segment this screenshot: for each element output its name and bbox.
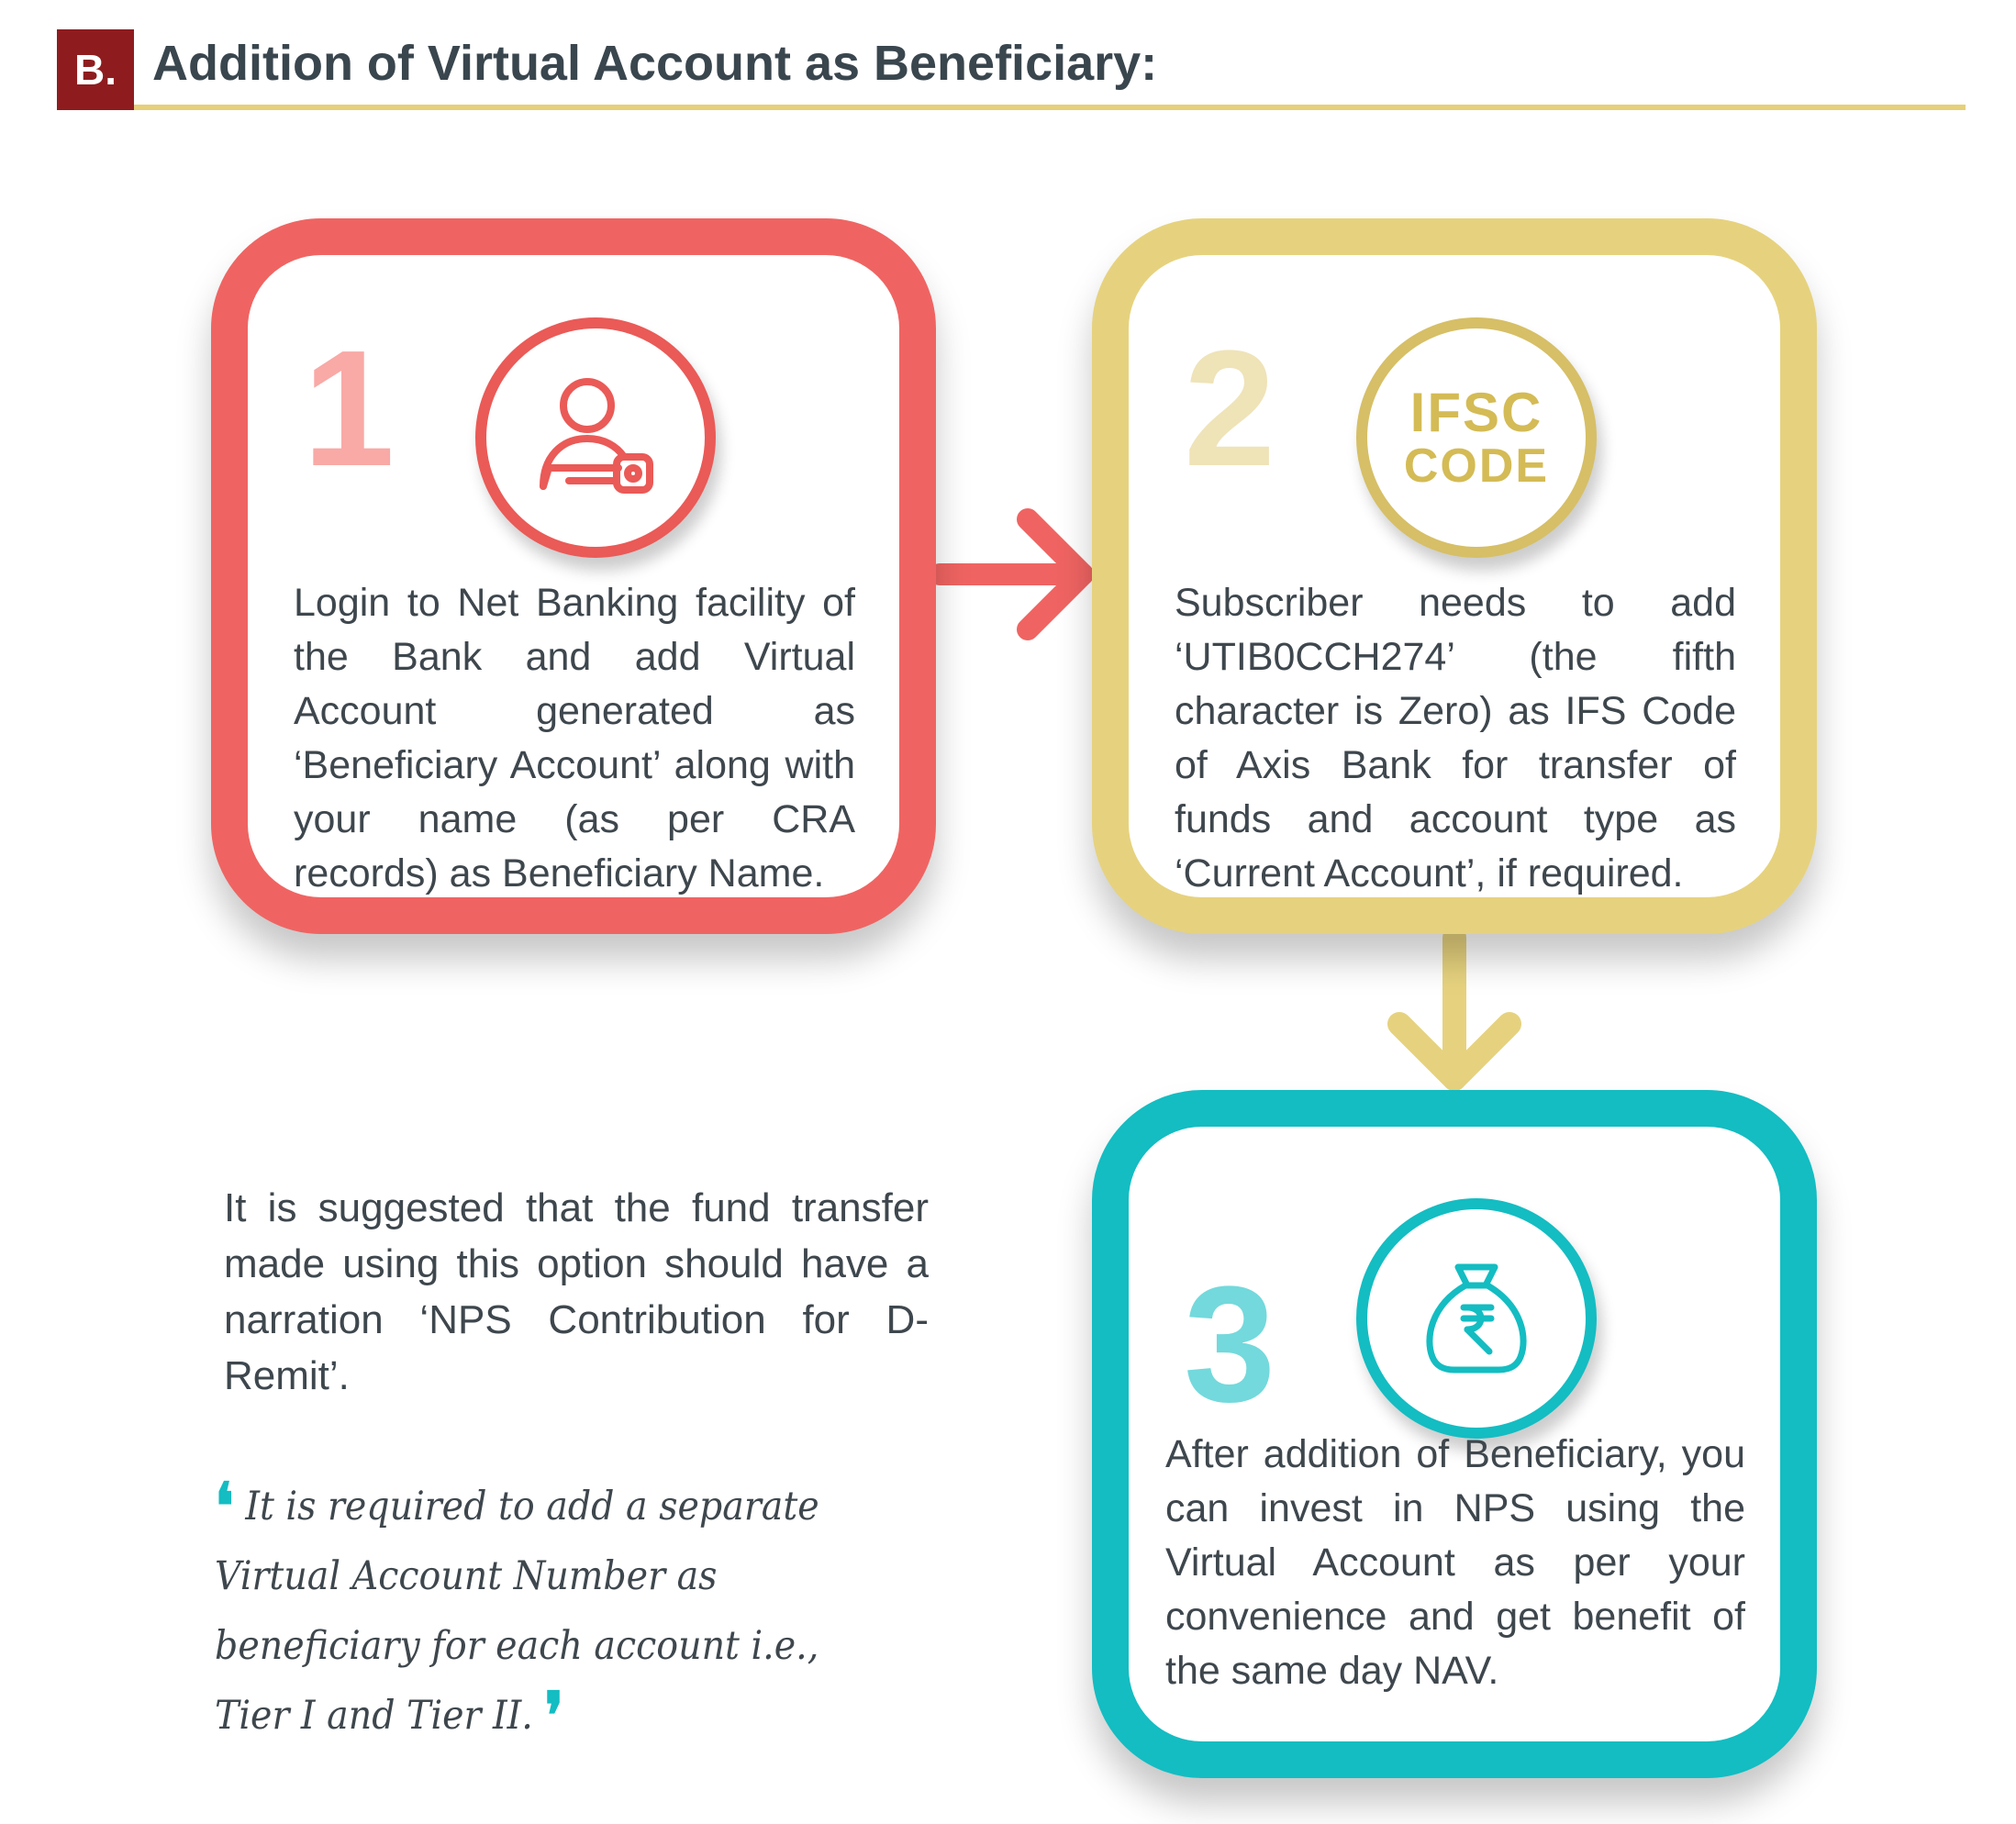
open-quote-icon: ❛ [215,1468,234,1544]
step-3-text: After addition of Beneficiary, you can invest in NPS using the Virtual Account as per your convenience and get benefit of the same day NAV. [1165,1432,1745,1693]
narration-note: It is suggested that the fund transfer made using this option should have a narration ‘NPS Contribution for D-Remit’. [224,1185,929,1398]
ifsc-code-icon [1356,317,1597,558]
rupee-money-bag-icon [1412,1254,1541,1383]
arrow-step1-to-step2 [940,519,1083,629]
arrow-step2-to-step3 [1399,938,1509,1079]
section-badge: B. [57,29,134,110]
step-3-number: 3 [1184,1252,1276,1437]
step-1-icon-circle [475,317,716,558]
step-2-number: 2 [1184,317,1276,501]
step-1-text: Login to Net Banking facility of the Bank and add Virtual Account generated as ‘Beneficiary Account’ along with your name (as per CRA records) as Beneficiary Name. [294,581,855,895]
ifsc-icon-line2: CODE [1403,439,1550,493]
step-3-card [1092,1090,1817,1778]
ifsc-icon-line1: IFSC [1409,382,1543,443]
user-key-icon [527,369,664,506]
step-2-card [1092,218,1817,934]
quote-text: It is required to add a separate Virtual Account Number as beneficiary for each account i.e., Tier I and Tier II. [215,1484,819,1739]
step-1-card [211,218,936,934]
close-quote-icon: ❜ [544,1677,564,1753]
step-1-number: 1 [303,317,395,501]
step-2-text: Subscriber needs to add ‘UTIB0CCH274’ (the fifth character is Zero) as IFS Code of Axis Bank for transfer of funds and account type as ‘Current Account’, if required. [1175,581,1736,895]
step-3-icon-circle [1356,1198,1597,1439]
tier-quote [215,1468,890,1753]
section-title: Addition of Virtual Account as Beneficiary: [152,36,1158,91]
